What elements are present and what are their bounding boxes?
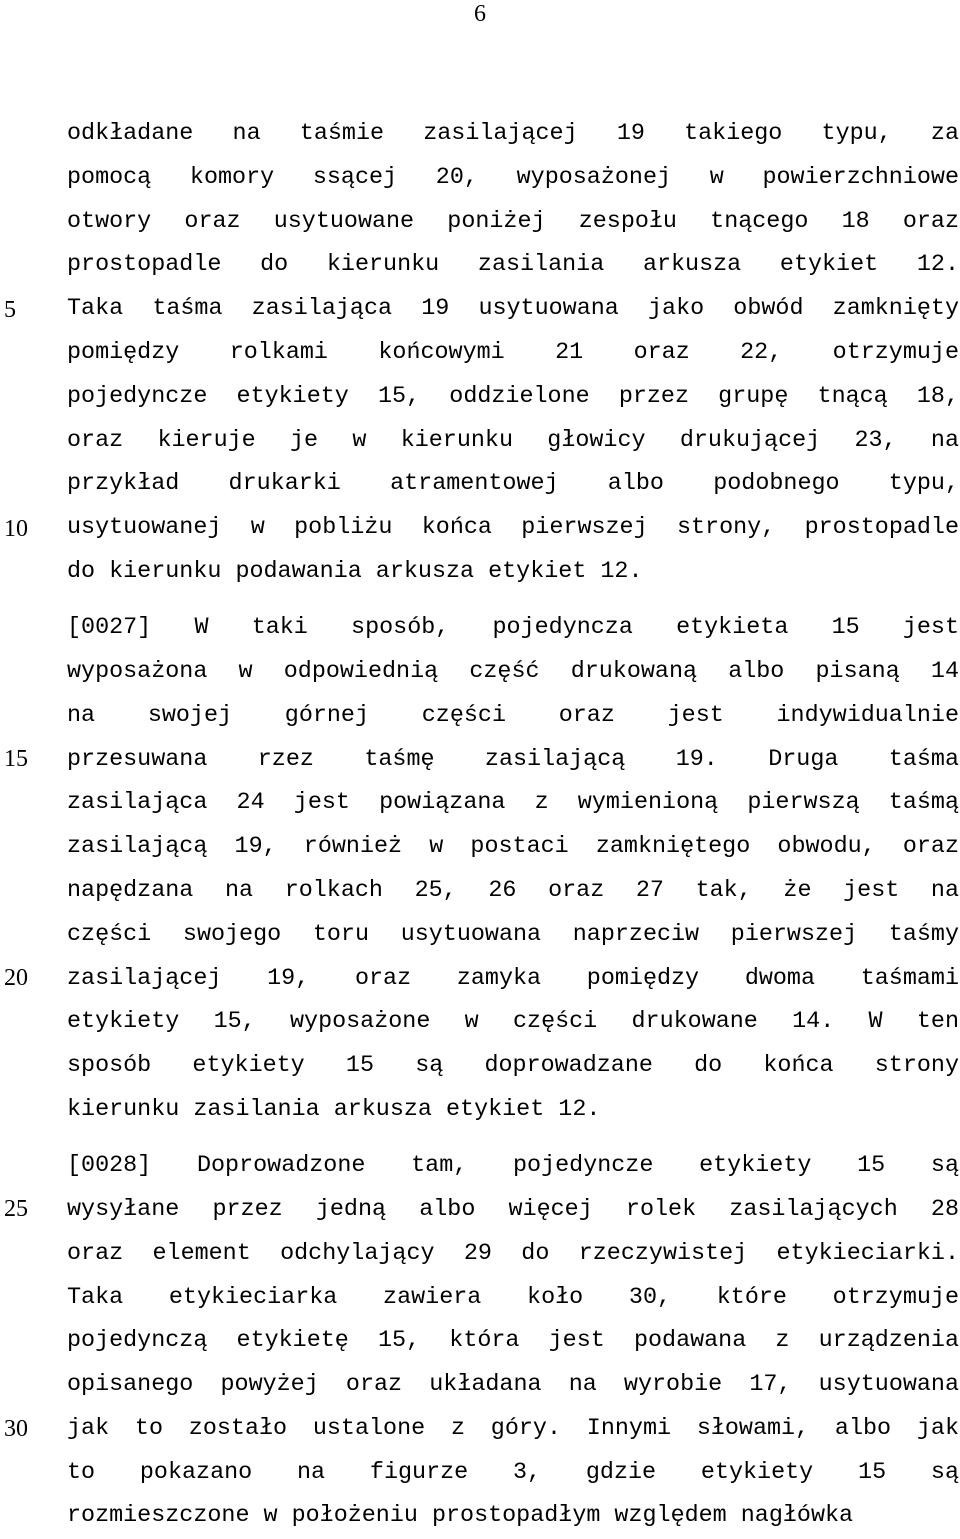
text-line [67,201,959,245]
document-body [67,113,959,1539]
text-line-content: oraz kieruje je w kierunku głowicy drukującej 23, na [67,427,959,454]
text-line [67,157,959,201]
text-line [67,782,959,826]
text-line [67,1364,959,1408]
text-line-content: prostopadle do kierunku zasilania arkusza etykiet 12. [67,252,959,279]
text-line-content: wyposażona w odpowiednią część drukowaną albo pisaną 14 [67,658,959,685]
text-line [67,1145,959,1189]
text-line [67,1495,959,1539]
line-number: 30 [4,1416,28,1442]
text-line-content: Taka taśma zasilająca 19 usytuowana jako obwód zamknięty [67,296,959,323]
text-line [67,507,959,551]
text-line-content: jak to zostało ustalone z góry. Innymi słowami, albo jak [67,1415,959,1442]
text-line-content: Taka etykieciarka zawiera koło 30, które otrzymuje [67,1284,959,1311]
text-line [67,1320,959,1364]
text-line-content: napędzana na rolkach 25, 26 oraz 27 tak, że jest na [67,877,959,904]
text-line-content: pojedynczą etykietę 15, która jest podawana z urządzenia [67,1328,959,1355]
text-line-content: otwory oraz usytuowane poniżej zespołu tnącego 18 oraz [67,208,959,235]
text-line-content: sposób etykiety 15 są doprowadzane do końca strony [67,1053,959,1080]
text-line [67,739,959,783]
text-line [67,958,959,1002]
text-line-content: opisanego powyżej oraz układana na wyrobie 17, usytuowana [67,1372,959,1399]
text-line [67,244,959,288]
text-line [67,288,959,332]
text-line [67,826,959,870]
text-line [67,551,959,595]
text-line [67,651,959,695]
text-line [67,1001,959,1045]
text-line-content: przykład drukarki atramentowej albo podobnego typu, [67,471,959,498]
text-line-content: części swojego toru usytuowana naprzeciw pierwszej taśmy [67,921,959,948]
text-line-content: rozmieszczone w położeniu prostopadłym względem nagłówka [67,1503,854,1530]
paragraph-number: [0028] [67,1153,152,1180]
line-number: 5 [4,297,16,323]
line-number-margin [0,0,40,1533]
text-line-content: zasilająca 24 jest powiązana z wymienioną pierwszą taśmą [67,790,959,817]
text-line [67,1189,959,1233]
text-line [67,463,959,507]
text-line [67,870,959,914]
text-line [67,1233,959,1277]
paragraph [67,1145,959,1539]
text-line-content: odkładane na taśmie zasilającej 19 takiego typu, za [67,121,959,147]
line-number: 15 [4,746,28,772]
text-line-content: kierunku zasilania arkusza etykiet 12. [67,1096,601,1123]
line-number: 10 [4,516,28,542]
text-line-content: Doprowadzone tam, pojedyncze etykiety 15 są [196,1153,959,1180]
text-line [67,113,959,157]
line-number: 20 [4,965,28,991]
text-line-content: na swojej górnej części oraz jest indywidualnie [67,702,959,729]
text-line [67,607,959,651]
text-line-content: pomiędzy rolkami końcowymi 21 oraz 22, otrzymuje [67,339,959,366]
text-line-content: etykiety 15, wyposażone w części drukowane 14. W ten [67,1009,959,1036]
text-line [67,376,959,420]
page-number: 6 [474,1,486,27]
text-line-content: do kierunku podawania arkusza etykiet 12. [67,558,643,585]
text-line-content: pojedyncze etykiety 15, oddzielone przez grupę tnącą 18, [67,383,959,410]
text-line-content: zasilającej 19, oraz zamyka pomiędzy dwoma taśmami [67,965,959,992]
text-line-content: wysyłane przez jedną albo więcej rolek zasilających 28 [67,1196,959,1223]
text-line-content: zasilającą 19, również w postaci zamkniętego obwodu, oraz [67,834,959,861]
text-line [67,695,959,739]
text-line [67,1045,959,1089]
text-line-content: to pokazano na figurze 3, gdzie etykiety 15 są [67,1459,959,1486]
text-line-content: oraz element odchylający 29 do rzeczywistej etykieciarki. [67,1240,959,1267]
line-number: 25 [4,1196,28,1222]
text-line-content: W taki sposób, pojedyncza etykieta 15 jest [194,615,959,642]
paragraph [67,113,959,595]
text-line [67,1277,959,1321]
paragraph-number: [0027] [67,615,152,642]
text-line-content: przesuwana rzez taśmę zasilającą 19. Druga taśma [67,746,959,773]
text-line-content: usytuowanej w pobliżu końca pierwszej strony, prostopadle [67,515,959,542]
text-line [67,1452,959,1496]
text-line [67,420,959,464]
text-line [67,332,959,376]
paragraph [67,607,959,1133]
text-line [67,1089,959,1133]
text-line [67,914,959,958]
text-line [67,1408,959,1452]
text-line-content: pomocą komory ssącej 20, wyposażonej w powierzchniowe [67,164,959,191]
